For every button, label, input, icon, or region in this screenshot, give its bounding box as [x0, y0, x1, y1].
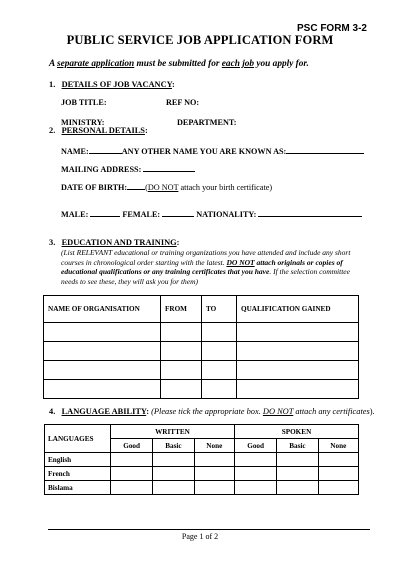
- col-spoken-good: Good: [234, 439, 276, 453]
- nationality-label: NATIONALITY:: [196, 210, 257, 219]
- col-to: TO: [202, 296, 237, 323]
- section-1-heading: [49, 80, 175, 89]
- section-number: 2.: [49, 126, 56, 135]
- dob-label: DATE OF BIRTH:: [61, 183, 128, 192]
- checkbox-cell[interactable]: [277, 481, 318, 495]
- male-label: MALE:: [61, 210, 89, 219]
- other-name-label: ANY OTHER NAME YOU ARE KNOWN AS:: [121, 147, 287, 156]
- section-title: EDUCATION AND TRAINING: [61, 238, 177, 247]
- mailing-address-label: MAILING ADDRESS:: [61, 165, 142, 174]
- section-title: LANGUAGE ABILITY: [61, 407, 147, 416]
- checkbox-cell[interactable]: [153, 453, 194, 467]
- language-table: [44, 424, 359, 495]
- section-2-heading: [49, 126, 148, 135]
- name-row: [61, 146, 364, 156]
- checkbox-cell[interactable]: [153, 467, 194, 481]
- footer-divider: [48, 529, 370, 530]
- section-3-heading: [49, 238, 179, 247]
- department-field[interactable]: DEPARTMENT:: [177, 118, 237, 127]
- table-row: [44, 380, 359, 399]
- form-number: PSC FORM 3-2: [296, 23, 367, 34]
- col-spoken-basic: Basic: [277, 439, 318, 453]
- group-written: WRITTEN: [111, 425, 235, 439]
- dob-row: [61, 182, 272, 192]
- table-row: [44, 323, 359, 342]
- checkbox-cell[interactable]: [234, 453, 276, 467]
- col-written-none: None: [194, 439, 234, 453]
- education-table: [43, 295, 359, 399]
- col-languages: LANGUAGES: [45, 425, 111, 453]
- dob-note: attach your birth certificate): [178, 183, 273, 192]
- cell[interactable]: [44, 361, 161, 380]
- group-spoken: SPOKEN: [234, 425, 358, 439]
- checkbox-cell[interactable]: [318, 467, 358, 481]
- cell[interactable]: [161, 323, 202, 342]
- section-number: 4.: [49, 407, 56, 416]
- note-text: A: [49, 59, 58, 69]
- cell[interactable]: [237, 361, 359, 380]
- ministry-field[interactable]: MINISTRY:: [61, 118, 105, 127]
- female-field[interactable]: [162, 209, 194, 217]
- note-text: must be submitted for: [134, 59, 222, 69]
- instruction-note: [49, 59, 309, 69]
- checkbox-cell[interactable]: [111, 453, 153, 467]
- col-from: FROM: [161, 296, 202, 323]
- name-label: NAME:: [61, 147, 89, 156]
- name-field[interactable]: [89, 146, 122, 154]
- cell[interactable]: [202, 323, 237, 342]
- instruction-emphasis: DO NOT: [226, 257, 255, 267]
- checkbox-cell[interactable]: [194, 467, 234, 481]
- page-number: Page 1 of 2: [181, 532, 219, 541]
- instruction-text: (List RELEVANT educational or training organizations you have attended and include any short courses in chronological order starting with the latest.: [61, 248, 351, 267]
- instruction-text: attach any certificates: [293, 407, 370, 416]
- table-row: [45, 453, 359, 467]
- cell[interactable]: [44, 323, 161, 342]
- cell[interactable]: [202, 380, 237, 399]
- section-colon: :: [144, 126, 148, 135]
- dob-note: (: [145, 183, 148, 192]
- checkbox-cell[interactable]: [111, 467, 153, 481]
- col-qualification: QUALIFICATION GAINED: [237, 296, 359, 323]
- section-colon: :: [171, 80, 175, 89]
- note-emphasis: separate application: [57, 59, 135, 69]
- section-title: PERSONAL DETAILS: [61, 126, 145, 135]
- col-spoken-none: None: [318, 439, 358, 453]
- mailing-row: [61, 164, 195, 174]
- cell[interactable]: [237, 380, 359, 399]
- instruction-text: (Please tick the appropriate box.: [151, 407, 263, 416]
- col-written-good: Good: [111, 439, 153, 453]
- instruction-emphasis: DO NOT: [262, 407, 294, 416]
- table-row: [45, 481, 359, 495]
- cell[interactable]: [161, 380, 202, 399]
- note-text: you apply for.: [254, 59, 309, 69]
- checkbox-cell[interactable]: [277, 453, 318, 467]
- instruction-text: ).: [369, 407, 375, 416]
- cell[interactable]: [202, 342, 237, 361]
- table-row: [45, 467, 359, 481]
- cell[interactable]: [44, 380, 161, 399]
- cell[interactable]: [237, 342, 359, 361]
- checkbox-cell[interactable]: [318, 481, 358, 495]
- section-title: DETAILS OF JOB VACANCY: [61, 80, 172, 89]
- form-title: PUBLIC SERVICE JOB APPLICATION FORM: [66, 33, 334, 47]
- note-emphasis: each job: [221, 59, 255, 69]
- language-name: Bislama: [45, 481, 111, 495]
- col-written-basic: Basic: [153, 439, 194, 453]
- dob-note-emphasis: DO NOT: [147, 183, 179, 192]
- mailing-address-field[interactable]: [143, 164, 195, 172]
- instruction-emphasis: attach originals or copies of educational qualifications or any training certificates that you have: [61, 257, 343, 277]
- checkbox-cell[interactable]: [277, 467, 318, 481]
- section-number: 1.: [49, 80, 56, 89]
- female-label: FEMALE:: [122, 210, 161, 219]
- table-header-row: [45, 425, 359, 439]
- cell[interactable]: [202, 361, 237, 380]
- checkbox-cell[interactable]: [318, 453, 358, 467]
- dob-field[interactable]: [127, 182, 145, 190]
- cell[interactable]: [161, 361, 202, 380]
- nationality-field[interactable]: [258, 209, 362, 217]
- col-organisation: NAME OF ORGANISATION: [44, 296, 161, 323]
- instruction-text: . If the selection committee needs to see these, they will ask you for them): [61, 267, 350, 286]
- table-header-row: [44, 296, 359, 323]
- checkbox-cell[interactable]: [111, 481, 153, 495]
- checkbox-cell[interactable]: [153, 481, 194, 495]
- cell[interactable]: [161, 342, 202, 361]
- section-4-heading: [49, 407, 375, 416]
- education-instructions: [61, 248, 361, 286]
- other-name-field[interactable]: [286, 146, 364, 154]
- ref-no-field[interactable]: REF NO:: [166, 98, 200, 107]
- section-colon: :: [176, 238, 180, 247]
- checkbox-cell[interactable]: [234, 467, 276, 481]
- language-name: French: [45, 467, 111, 481]
- job-title-field[interactable]: JOB TITLE:: [61, 98, 107, 107]
- section-number: 3.: [49, 238, 56, 247]
- cell[interactable]: [237, 323, 359, 342]
- language-name: English: [45, 453, 111, 467]
- table-row: [44, 342, 359, 361]
- table-row: [44, 361, 359, 380]
- checkbox-cell[interactable]: [234, 481, 276, 495]
- cell[interactable]: [44, 342, 161, 361]
- male-field[interactable]: [90, 209, 120, 217]
- checkbox-cell[interactable]: [194, 481, 234, 495]
- section-colon: :: [146, 407, 152, 416]
- gender-nationality-row: [61, 209, 362, 219]
- checkbox-cell[interactable]: [194, 453, 234, 467]
